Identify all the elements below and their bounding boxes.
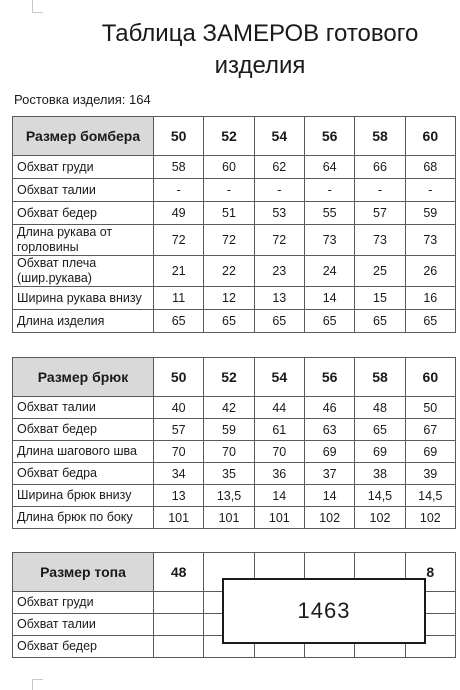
crop-mark-top [32, 0, 43, 13]
value-cell: 22 [204, 256, 254, 287]
value-cell: 37 [304, 463, 354, 485]
value-cell: 57 [355, 202, 405, 225]
size-cell: 48 [154, 553, 204, 592]
value-cell: 61 [254, 419, 304, 441]
value-cell: 48 [355, 397, 405, 419]
row-label: Обхват плеча (шир.рукава) [13, 256, 154, 287]
table-row [13, 441, 456, 463]
value-cell: 13 [254, 287, 304, 310]
value-cell: 73 [405, 225, 455, 256]
row-label: Обхват талии [13, 179, 154, 202]
title-line-2: изделия [214, 52, 306, 79]
value-cell: 65 [304, 310, 354, 333]
value-cell: 65 [355, 310, 405, 333]
value-cell: 13,5 [204, 485, 254, 507]
value-cell: 13 [154, 485, 204, 507]
value-cell: 101 [254, 507, 304, 529]
value-cell: 49 [154, 202, 204, 225]
size-cell: 58 [355, 358, 405, 397]
value-cell: 14 [304, 287, 354, 310]
row-label: Длина рукава от горловины [13, 225, 154, 256]
table-row [13, 179, 456, 202]
value-cell: 69 [304, 441, 354, 463]
size-cell: 60 [405, 358, 455, 397]
value-cell: 60 [204, 156, 254, 179]
value-cell: 12 [204, 287, 254, 310]
header-label: Размер топа [13, 553, 154, 592]
value-cell: - [254, 179, 304, 202]
page-title [60, 18, 460, 82]
value-cell: 102 [355, 507, 405, 529]
value-cell: 59 [204, 419, 254, 441]
value-cell: 59 [405, 202, 455, 225]
table-row [13, 419, 456, 441]
value-cell: 58 [154, 156, 204, 179]
value-cell: 65 [254, 310, 304, 333]
code-overlay-box [222, 578, 426, 644]
size-cell: 52 [204, 358, 254, 397]
value-cell: 69 [355, 441, 405, 463]
value-cell: 70 [204, 441, 254, 463]
row-label: Длина шагового шва [13, 441, 154, 463]
value-cell: 23 [254, 256, 304, 287]
size-cell: 54 [254, 358, 304, 397]
pants-size-table [12, 357, 456, 529]
size-cell: 60 [405, 117, 455, 156]
value-cell: 44 [254, 397, 304, 419]
size-cell: 54 [254, 117, 304, 156]
table-header-row [13, 358, 456, 397]
value-cell: 53 [254, 202, 304, 225]
value-cell: - [304, 179, 354, 202]
value-cell: 70 [254, 441, 304, 463]
value-cell: 51 [204, 202, 254, 225]
table-row [13, 287, 456, 310]
value-cell: 16 [405, 287, 455, 310]
value-cell: 57 [154, 419, 204, 441]
table-row [13, 463, 456, 485]
value-cell: 101 [154, 507, 204, 529]
value-cell: 14 [304, 485, 354, 507]
value-cell: 14 [254, 485, 304, 507]
row-label: Обхват бедра [13, 463, 154, 485]
size-cell: 58 [355, 117, 405, 156]
row-label: Обхват бедер [13, 636, 154, 658]
value-cell: 35 [204, 463, 254, 485]
row-label: Обхват груди [13, 156, 154, 179]
row-label: Длина изделия [13, 310, 154, 333]
value-cell: 14,5 [355, 485, 405, 507]
row-label: Длина брюк по боку [13, 507, 154, 529]
table-row [13, 310, 456, 333]
value-cell: 73 [304, 225, 354, 256]
value-cell: 64 [304, 156, 354, 179]
value-cell: 65 [154, 310, 204, 333]
crop-mark-bottom [32, 679, 43, 690]
value-cell: 69 [405, 441, 455, 463]
value-cell: 36 [254, 463, 304, 485]
value-cell [154, 592, 204, 614]
value-cell: 72 [204, 225, 254, 256]
value-cell: 24 [304, 256, 354, 287]
value-cell: - [405, 179, 455, 202]
value-cell: 40 [154, 397, 204, 419]
table-row [13, 156, 456, 179]
value-cell: 72 [254, 225, 304, 256]
value-cell: 66 [355, 156, 405, 179]
value-cell: 50 [405, 397, 455, 419]
value-cell: 70 [154, 441, 204, 463]
table-row [13, 485, 456, 507]
size-cell: 56 [304, 117, 354, 156]
size-cell: 52 [204, 117, 254, 156]
value-cell: 72 [154, 225, 204, 256]
table-row [13, 256, 456, 287]
size-cell: 56 [304, 358, 354, 397]
value-cell: 34 [154, 463, 204, 485]
value-cell: 63 [304, 419, 354, 441]
value-cell: 26 [405, 256, 455, 287]
value-cell [154, 636, 204, 658]
table-header-row [13, 117, 456, 156]
value-cell [154, 614, 204, 636]
value-cell: 62 [254, 156, 304, 179]
header-label: Размер брюк [13, 358, 154, 397]
value-cell: 101 [204, 507, 254, 529]
title-line-1: Таблица ЗАМЕРОВ готового [101, 20, 419, 47]
value-cell: - [204, 179, 254, 202]
height-label: Ростовка изделия: 164 [14, 92, 151, 107]
size-cell: 50 [154, 358, 204, 397]
overlay-code: 1463 [297, 598, 351, 623]
bomber-size-table [12, 116, 456, 333]
value-cell: 65 [405, 310, 455, 333]
table-row [13, 225, 456, 256]
header-label: Размер бомбера [13, 117, 154, 156]
value-cell: 55 [304, 202, 354, 225]
value-cell: 11 [154, 287, 204, 310]
table-row [13, 507, 456, 529]
value-cell: 39 [405, 463, 455, 485]
value-cell: 46 [304, 397, 354, 419]
value-cell: 68 [405, 156, 455, 179]
table-row [13, 202, 456, 225]
size-cell: 8 [405, 553, 455, 592]
value-cell: 25 [355, 256, 405, 287]
value-cell: 102 [405, 507, 455, 529]
table-row [13, 397, 456, 419]
value-cell: 15 [355, 287, 405, 310]
value-cell: 73 [355, 225, 405, 256]
row-label: Ширина брюк внизу [13, 485, 154, 507]
row-label: Обхват талии [13, 614, 154, 636]
value-cell: - [154, 179, 204, 202]
row-label: Обхват груди [13, 592, 154, 614]
value-cell: 65 [204, 310, 254, 333]
row-label: Обхват талии [13, 397, 154, 419]
row-label: Обхват бедер [13, 202, 154, 225]
row-label: Ширина рукава внизу [13, 287, 154, 310]
value-cell: 42 [204, 397, 254, 419]
value-cell: 65 [355, 419, 405, 441]
value-cell: 14,5 [405, 485, 455, 507]
row-label: Обхват бедер [13, 419, 154, 441]
value-cell: 67 [405, 419, 455, 441]
value-cell: 21 [154, 256, 204, 287]
value-cell: 38 [355, 463, 405, 485]
value-cell: 102 [304, 507, 354, 529]
value-cell: - [355, 179, 405, 202]
size-cell: 50 [154, 117, 204, 156]
